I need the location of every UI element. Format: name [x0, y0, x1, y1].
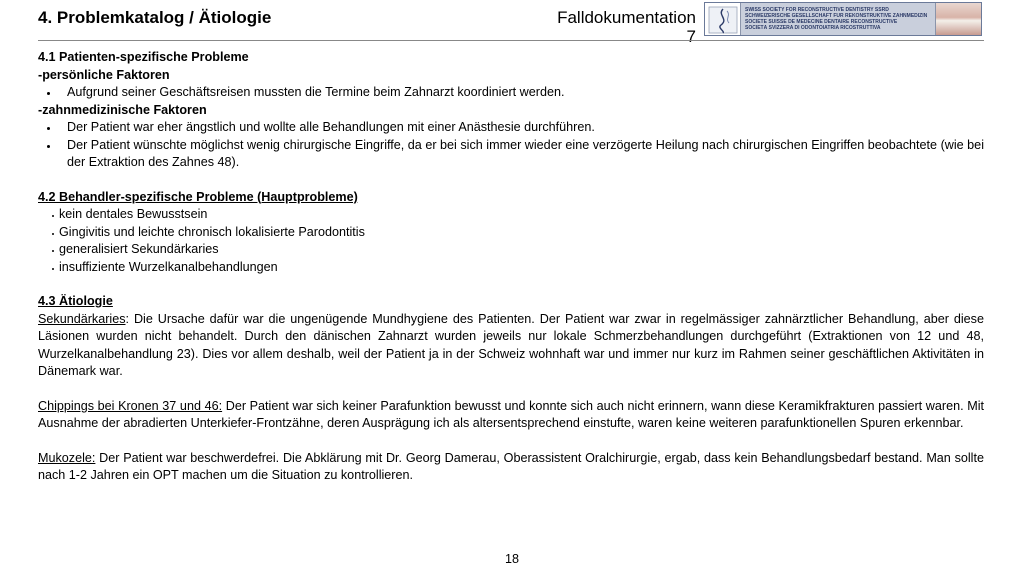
bullet-icon [38, 84, 67, 102]
caries-text: : Die Ursache dafür war die ungenügende Mundhygiene des Patienten. Der Patient war zwar in regelmässiger zahnärztlicher Behandlung, aber diese Läsionen wurden nicht behandelt. Durch den dänischen Zahnarzt wurden jeweils nur lokale Schmerzbehandlungen durchgeführt (Extraktionen von 12 und 48, Wurzelkanalbehandlung 23). Dies vor allem deshalb, weil der Patient ja in der Schweiz wohnhaft war und immer nur kurz im Rahmen seiner geschäftlichen Aktivitäten in Dänemark war. [38, 311, 984, 378]
chippings-label: Chippings bei Kronen 37 und 46: [38, 398, 223, 413]
bullet-icon [38, 241, 59, 259]
smile-photo [935, 3, 981, 35]
mucocele-label: Mukozele: [38, 450, 96, 465]
list-item [38, 206, 984, 224]
page-number: 18 [504, 552, 519, 566]
list-item-text: Aufgrund seiner Geschäftsreisen mussten die Termine beim Zahnarzt koordiniert werden. [67, 85, 565, 99]
list-item-text: Der Patient war eher ängstlich und wollte alle Behandlungen mit einer Anästhesie durchführen. [67, 120, 595, 134]
list-item-text: Der Patient wünschte möglichst wenig chirurgische Eingriffe, da er bei sich immer wieder eine verzögerte Heilung nach chirurgischen Eingriffen beobachtete (wie bei der Extraktion des Zahnes 48). [67, 137, 984, 169]
bullet-icon [38, 259, 59, 277]
dental-factors-label: -zahnmedizinische Faktoren [38, 102, 207, 117]
bullet-icon [38, 137, 67, 172]
logo-line-it: SOCIETÀ SVIZZERA DI ODONTOIATRIA RICOSTRUTTIVA [745, 25, 881, 32]
list-item-text: kein dentales Bewusstsein [59, 207, 208, 221]
list-item [38, 241, 984, 259]
document-label-number: 7 [686, 26, 696, 46]
bullet-icon [38, 206, 59, 224]
list-item-text: generalisiert Sekundärkaries [59, 242, 219, 256]
logo-line-en: SWISS SOCIETY FOR RECONSTRUCTIVE DENTISTRY SSRD [745, 6, 889, 13]
etiology-paragraph-caries [38, 311, 984, 381]
chippings-text: Der Patient war sich keiner Parafunktion bewusst und konnte sich auch nicht erinnern, wann diese Keramikfrakturen passiert waren. Mit Ausnahme der abradierten Unterkiefer-Frontzähne, deren Ausprägung ich als altersentsprechend einstufte, waren keine weiteren parafunktionellen Spuren erkennbar. [38, 398, 985, 430]
etiology-paragraph-mucocele [38, 450, 984, 485]
list-item-text: insuffiziente Wurzelkanalbehandlungen [59, 259, 278, 274]
bullet-icon [38, 224, 59, 242]
personal-factors-label: -persönliche Faktoren [38, 67, 170, 82]
etiology-paragraph-chippings [38, 398, 984, 433]
list-item [38, 137, 984, 172]
list-item [38, 259, 984, 277]
section-heading-clinician: 4.2 Behandler-spezifische Probleme (Hauptprobleme) [38, 189, 358, 204]
list-item-text: Gingivitis und leichte chronisch lokalisierte Parodontitis [59, 224, 365, 239]
logo-line-fr: SOCIÉTÉ SUISSE DE MÉDECINE DENTAIRE RECONSTRUCTIVE [745, 19, 898, 25]
list-item [38, 119, 984, 137]
bullet-icon [38, 119, 67, 137]
section-heading-patient: 4.1 Patienten-spezifische Probleme [38, 50, 249, 64]
document-label-name: Falldokumentation [557, 8, 696, 27]
mucocele-text: Der Patient war beschwerdefrei. Die Abklärung mit Dr. Georg Damerau, Oberassistent Oralchirurgie, ergab, dass kein Behandlungsbedarf bestand. Man sollte nach 1-2 Jahren ein OPT machen um die Situation zu kontrollieren. [38, 450, 984, 482]
page-title: 4. Problemkatalog / Ätiologie [38, 8, 272, 27]
ssrd-emblem-icon [705, 3, 741, 35]
main-content [38, 49, 984, 485]
list-item [38, 224, 984, 242]
ssrd-logo [704, 2, 982, 36]
caries-label: Sekundärkaries [38, 311, 126, 326]
section-heading-etiology: 4.3 Ätiologie [38, 294, 113, 308]
logo-text-block [741, 3, 935, 35]
list-item [38, 84, 984, 102]
logo-line-de: SCHWEIZERISCHE GESELLSCHAFT FÜR REKONSTRUKTIVE ZAHNMEDIZIN [745, 12, 928, 19]
header-divider [38, 40, 984, 41]
